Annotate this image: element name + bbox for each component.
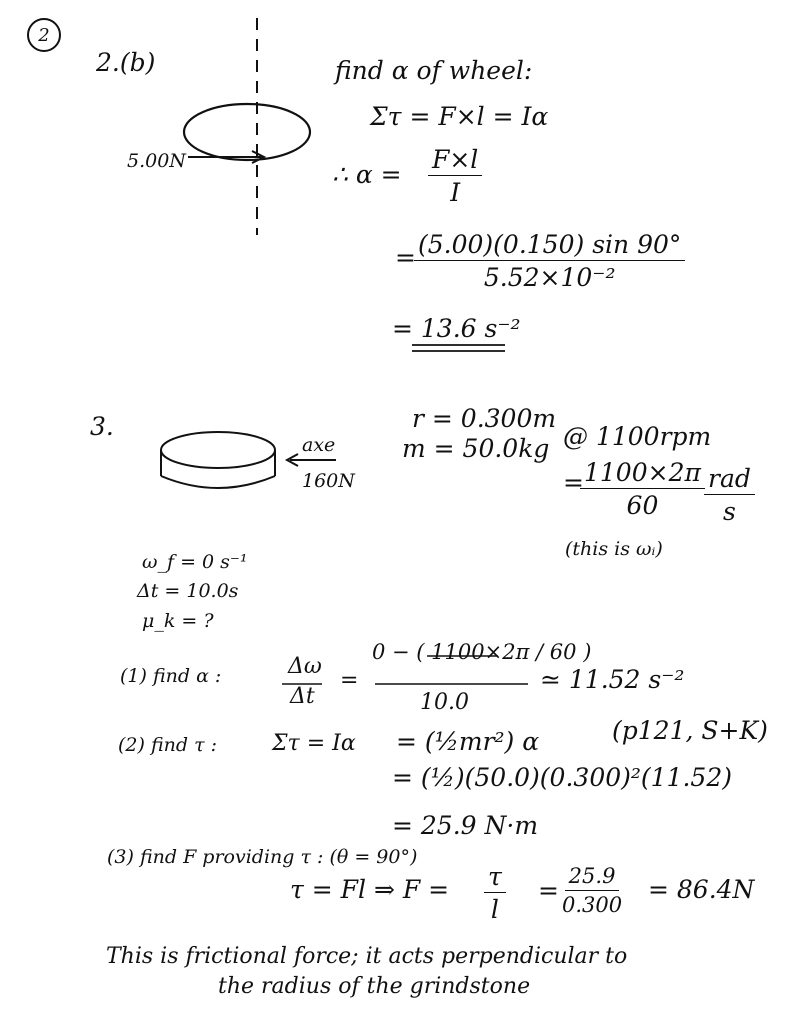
axe-label: axe xyxy=(302,434,336,456)
step1-numerator: 0 − ( 1100×2π / 60 ) xyxy=(372,640,592,664)
wheel-ellipse xyxy=(184,104,310,160)
conversion-denominator: 60 xyxy=(626,491,659,520)
conversion-numerator: 1100×2π xyxy=(580,460,705,489)
step3-denominator: 0.300 xyxy=(562,893,623,917)
step1-delta-t: Δt xyxy=(290,684,315,709)
step3-l: l xyxy=(490,895,499,924)
fraction-substitution xyxy=(414,232,685,290)
fraction-fl-over-i xyxy=(428,147,482,205)
step3-label: (3) find F providing τ : (θ = 90°) xyxy=(107,846,418,868)
step1-delta-omega: Δω xyxy=(288,654,322,679)
step2-label: (2) find τ : xyxy=(118,734,218,756)
step1-label: (1) find α : xyxy=(120,665,222,687)
step3-tau-over-l xyxy=(484,864,506,922)
omega-initial-note: (this is ωᵢ) xyxy=(565,538,663,560)
problem-3-label: 3. xyxy=(90,412,114,441)
step1-equals: = xyxy=(340,668,359,693)
step2-line2: = (½)(50.0)(0.300)²(11.52) xyxy=(392,763,732,792)
conversion-fraction xyxy=(580,460,705,518)
force-label: 5.00N xyxy=(127,150,186,172)
conclusion-line1: This is frictional force; it acts perpendicular to xyxy=(106,944,628,969)
given-mu-k: μ_k = ? xyxy=(142,610,214,632)
grindstone-cylinder xyxy=(161,432,275,488)
page-number-circle xyxy=(27,18,61,52)
page-number: 2 xyxy=(38,24,50,46)
unit-denominator: s xyxy=(723,497,736,526)
given-omega-final: ω_f = 0 s⁻¹ xyxy=(142,551,248,573)
heading-find-alpha: find α of wheel: xyxy=(335,56,533,85)
step3-numerator: 25.9 xyxy=(565,866,620,891)
step3-numeric-fraction xyxy=(562,866,622,916)
substitution-denominator: 5.52×10⁻² xyxy=(483,263,616,292)
problem-2b-label: 2.(b) xyxy=(96,48,156,77)
step2-reference: (p121, S+K) xyxy=(612,716,768,745)
radius-given: r = 0.300m xyxy=(412,404,557,433)
torque-equation: Στ = F×l = Iα xyxy=(370,102,549,131)
mass-given: m = 50.0kg xyxy=(402,434,550,463)
conversion-equals: = xyxy=(563,468,584,497)
unit-numerator: rad xyxy=(704,466,755,495)
step2-torque-eq: Στ = Iα xyxy=(272,731,356,756)
rpm-given: @ 1100rpm xyxy=(563,422,712,451)
therefore-alpha: ∴ α = xyxy=(332,160,402,189)
axe-force: 160N xyxy=(302,470,355,492)
step1-denominator: 10.0 xyxy=(420,690,469,715)
substitution-numerator: (5.00)(0.150) sin 90° xyxy=(414,232,685,261)
step3-equation: τ = Fl ⇒ F = xyxy=(290,875,450,904)
step2-line1: = (½mr²) α xyxy=(396,727,540,756)
equals-sign: = xyxy=(395,243,416,272)
fraction-denominator: I xyxy=(450,178,461,207)
step1-result: ≃ 11.52 s⁻² xyxy=(540,665,685,694)
conclusion-line2: the radius of the grindstone xyxy=(218,974,531,999)
step3-result: = 86.4N xyxy=(648,875,755,904)
conversion-unit xyxy=(704,466,755,524)
given-delta-t: Δt = 10.0s xyxy=(137,580,239,602)
step3-tau: τ xyxy=(484,864,506,893)
fraction-numerator: F×l xyxy=(428,147,482,176)
alpha-result: = 13.6 s⁻² xyxy=(392,314,521,343)
step3-equals: = xyxy=(538,876,559,905)
step2-line3: = 25.9 N·m xyxy=(392,811,539,840)
